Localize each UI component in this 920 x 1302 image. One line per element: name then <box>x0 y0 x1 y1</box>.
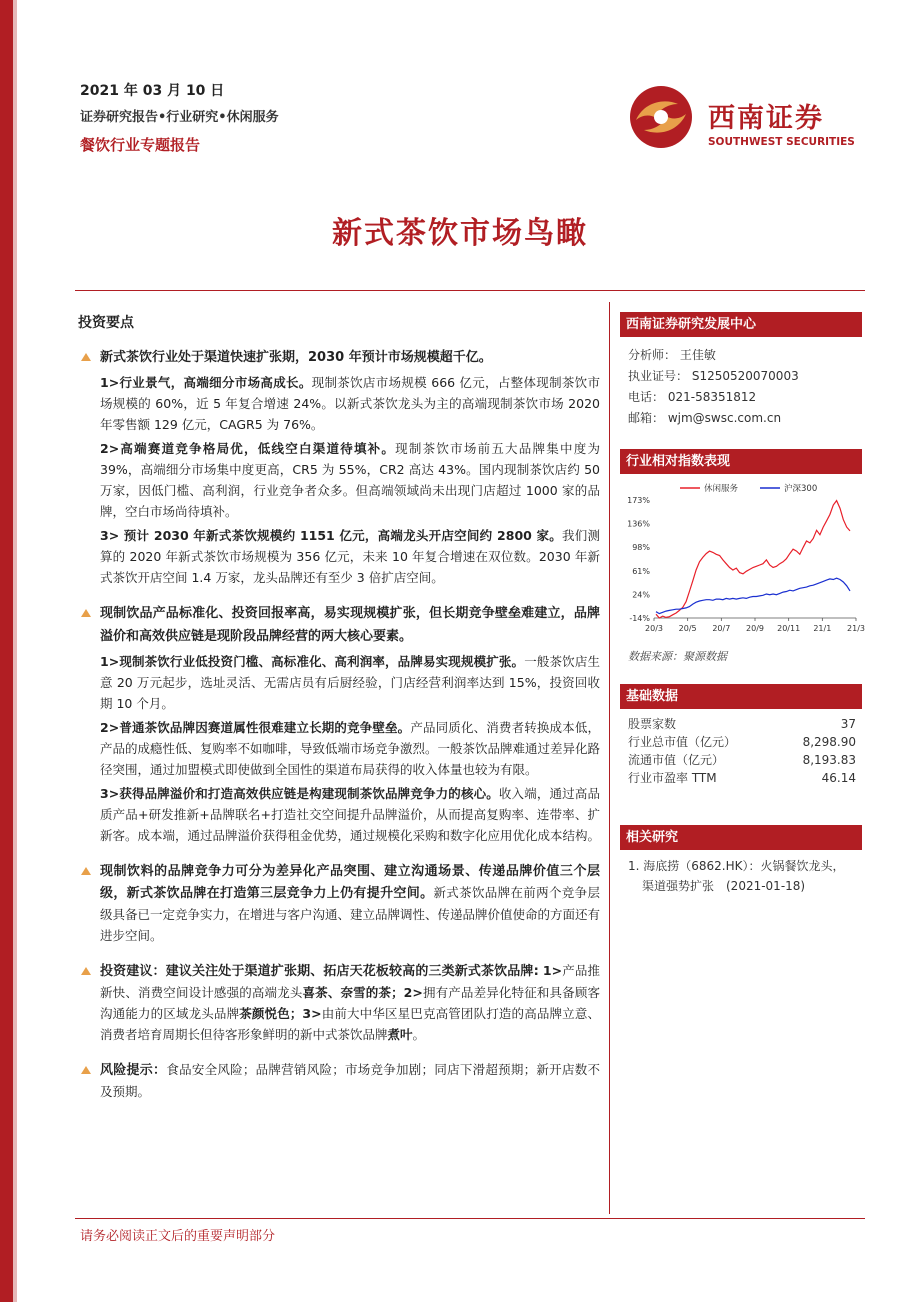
point-1-sub-1: 1>行业景气，高端细分市场高成长。现制茶饮店市场规模 666 亿元，占整体现制茶饮市场规模的 60%，近 5 年复合增速 24%。以新式茶饮龙头为主的高端现制茶饮市场 2020 年零售额 129 亿元，CAGR5 为 76%。 <box>100 375 600 432</box>
logo-emblem-icon <box>628 84 694 150</box>
analyst-phone: 电话： 021-58351812 <box>628 390 757 404</box>
edge-accent-stripe <box>13 0 17 1302</box>
analyst-info <box>620 337 862 429</box>
basic-data-table <box>620 709 862 787</box>
index-chart <box>620 478 865 638</box>
report-category: 证券研究报告•行业研究•休闲服务 <box>80 110 279 125</box>
related-item[interactable]: 1. 海底捞（6862.HK）：火锅餐饮龙头， <box>628 859 845 873</box>
analyst-license: 执业证号： S1250520070003 <box>628 369 799 383</box>
x-tick-label: 20/3 <box>645 624 663 633</box>
point-2-sub-3: 3>获得品牌溢价和打造高效供应链是构建现制茶饮品牌竞争力的核心。收入端，通过高品质产品+研发推新+品牌联名+打造社交空间提升品牌溢价，从而提高复购率、连带率、扩新客。成本端，通过品牌溢价获得租金优势，通过规模化采购和数字化应用优化成本结构。 <box>100 786 601 843</box>
point-2 <box>78 602 600 846</box>
basic-row: 流通市值（亿元） 8,193.83 <box>628 753 856 767</box>
y-tick-label: -14% <box>629 614 650 623</box>
series-line-csi300 <box>656 578 850 613</box>
point-1-head: 新式茶饮行业处于渠道快速扩张期，2030 年预计市场规模超千亿。 <box>100 350 492 365</box>
x-tick-label: 21/3 <box>847 624 865 633</box>
point-1-sub-3: 3> 预计 2030 年新式茶饮规模约 1151 亿元，高端龙头开店空间约 2800 家。我们测算的 2020 年新式茶饮市场规模为 356 亿元，未来 10 年复合增速在双位数。2030 年新式茶饮开店空间 1.4 万家，龙头品牌还有至少 3 倍扩店空间。 <box>100 528 600 585</box>
related-item-cont[interactable]: 渠道强势扩张 (2021-01-18) <box>642 879 806 893</box>
y-tick-label: 98% <box>632 543 650 553</box>
y-tick-label: 173% <box>627 496 650 505</box>
x-tick-label: 20/11 <box>777 624 801 633</box>
y-tick-label: 61% <box>632 566 650 576</box>
top-divider <box>75 290 865 291</box>
report-series: 餐饮行业专题报告 <box>80 136 201 154</box>
analyst-name: 分析师： 王佳敏 <box>628 348 716 362</box>
x-tick-label: 20/5 <box>678 624 697 633</box>
point-1 <box>78 346 600 588</box>
related-research-list <box>620 850 862 896</box>
point-4-text: 投资建议：建议关注处于渠道扩张期、拓店天花板较高的三类新式茶饮品牌: 1>产品推新快、消费空间设计感强的高端龙头喜茶、奈雪的茶；2>拥有产品差异化特征和具备顾客沟通能力的区域龙头品牌茶颜悦色；3>由前大中华区星巴克高管团队打造的高品牌立意、消费者培育周期长但待客形象鲜明的新中式茶饮品牌煮叶。 <box>100 963 600 1042</box>
sidebar <box>620 312 865 896</box>
related-research-title: 相关研究 <box>620 825 862 850</box>
basic-data-title: 基础数据 <box>620 684 862 709</box>
chart-source: 数据来源：聚源数据 <box>628 650 727 663</box>
basic-row: 行业总市值（亿元） 8,298.90 <box>628 735 856 749</box>
research-center-title: 西南证券研究发展中心 <box>620 312 862 337</box>
point-3-text: 现制饮料的品牌竞争力可分为差异化产品突围、建立沟通场景、传递品牌价值三个层级，新式茶饮品牌在打造第三层竞争力上仍有提升空间。新式茶饮品牌在前两个竞争层级具备已一定竞争实力，在增进与客户沟通、建立品牌调性、传递品牌价值使命的方面还有进步空间。 <box>100 864 601 943</box>
analyst-email: 邮箱： wjm@swsc.com.cn <box>628 411 782 425</box>
point-1-sub-2: 2>高端赛道竞争格局优，低线空白渠道待填补。现制茶饮市场前五大品牌集中度为 39%，高端细分市场集中度更高，CR5 为 55%，CR2 高达 43%。国内现制茶饮店约 50 万家，因低门槛、高利润，行业竞争者众多。但高端领域尚未出现门店超过 1000 家的品牌，空白市场尚待填补。 <box>100 441 600 519</box>
section-title: 投资要点 <box>78 315 134 331</box>
basic-row: 行业市盈率 TTM 46.14 <box>628 771 856 785</box>
legend-label: 沪深300 <box>784 484 818 494</box>
investment-points <box>78 312 600 1116</box>
index-chart-svg <box>620 478 865 638</box>
index-performance-title: 行业相对指数表现 <box>620 449 862 474</box>
logo-name: 西南证券 <box>708 103 824 134</box>
legend-label: 休闲服务 <box>704 484 739 494</box>
point-4-investment-advice <box>78 960 600 1045</box>
point-3 <box>78 860 600 946</box>
point-5-risk <box>78 1059 600 1102</box>
x-tick-label: 21/1 <box>813 624 832 633</box>
edge-accent-bar <box>0 0 13 1302</box>
logo-english: SOUTHWEST SECURITIES <box>708 136 855 148</box>
report-date: 2021 年 03 月 10 日 <box>80 83 225 99</box>
report-title: 新式茶饮市场鸟瞰 <box>332 216 588 251</box>
column-divider <box>609 302 610 1214</box>
company-logo <box>628 84 868 154</box>
point-2-sub-2: 2>普通茶饮品牌因赛道属性很难建立长期的竞争壁垒。产品同质化、消费者转换成本低，产品的成瘾性低、复购率不如咖啡，导致低端市场竞争激烈。一般茶饮品牌难通过差异化路径突围，通过加盟模式即使做到全国性的渠道布局获得的收入体量也较为有限。 <box>100 720 601 777</box>
x-tick-label: 20/9 <box>746 624 764 633</box>
bottom-divider <box>75 1218 865 1219</box>
y-tick-label: 136% <box>627 519 650 529</box>
footer-disclaimer: 请务必阅读正文后的重要声明部分 <box>80 1229 276 1244</box>
point-2-sub-1: 1>现制茶饮行业低投资门槛、高标准化、高利润率，品牌易实现规模扩张。一般茶饮店生意 20 万元起步，选址灵活、无需店员有后厨经验，门店经营利润率达到 15%，投资回收期 10 个月。 <box>100 654 600 711</box>
point-2-head: 现制饮品产品标准化、投资回报率高，易实现规模扩张，但长期竞争壁垒难建立，品牌溢价和高效供应链是现阶段品牌经营的两大核心要素。 <box>100 606 600 644</box>
series-line-leisure <box>656 501 850 618</box>
basic-row: 股票家数 37 <box>628 717 856 731</box>
x-tick-label: 20/7 <box>712 624 731 633</box>
point-5-text: 风险提示：食品安全风险；品牌营销风险；市场竞争加剧；同店下滑超预期；新开店数不及预期。 <box>100 1062 600 1099</box>
y-tick-label: 24% <box>632 590 650 600</box>
